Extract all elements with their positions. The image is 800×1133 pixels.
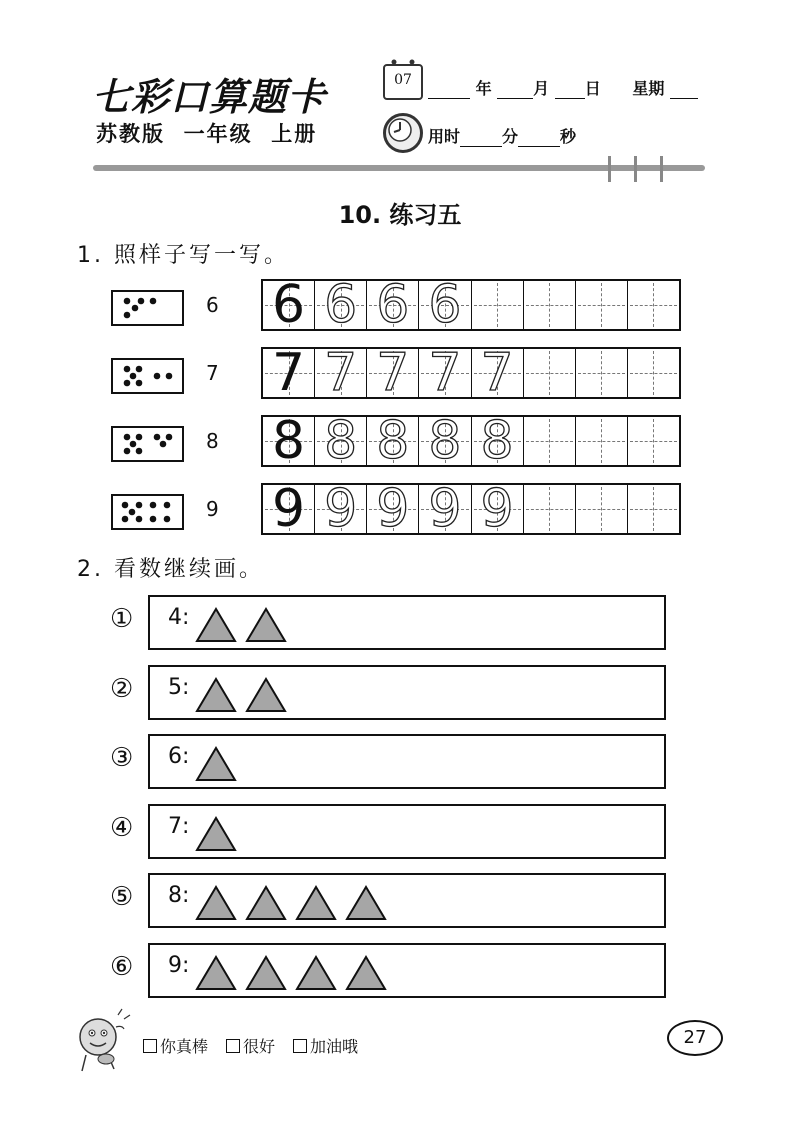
rule-mark xyxy=(608,156,611,182)
seconds-label: 秒 xyxy=(560,127,577,146)
time-label: 用时 xyxy=(428,127,461,146)
dot xyxy=(166,434,173,441)
page-title: 10. 练习五 xyxy=(338,201,462,229)
dot xyxy=(122,502,129,509)
trace-digit: 6 xyxy=(376,275,410,335)
triangle-icon xyxy=(295,885,337,921)
clock-icon xyxy=(383,113,423,153)
header-rule xyxy=(93,165,705,171)
triangle-icon xyxy=(195,746,237,782)
dot xyxy=(164,502,171,509)
dot xyxy=(136,502,143,509)
trace-digit: 7 xyxy=(324,343,358,403)
writing-cell[interactable] xyxy=(419,343,471,403)
seconds-blank[interactable] xyxy=(518,145,560,147)
dot xyxy=(130,441,137,448)
dot xyxy=(124,448,131,455)
writing-cell[interactable] xyxy=(524,281,576,329)
writing-cell[interactable] xyxy=(628,417,679,465)
count-label: 4: xyxy=(168,605,190,630)
triangle-group xyxy=(195,885,387,921)
trace-digit: 9 xyxy=(324,479,358,539)
dot xyxy=(138,298,145,305)
dot xyxy=(124,380,131,387)
triangle-icon xyxy=(345,955,387,991)
row-number-label: 6 xyxy=(206,293,219,317)
year-blank[interactable] xyxy=(428,97,470,99)
dot-card-9 xyxy=(111,494,184,530)
checkbox-icon[interactable] xyxy=(293,1039,307,1053)
day-blank[interactable] xyxy=(555,97,585,99)
triangle-icon xyxy=(195,955,237,991)
dot xyxy=(150,516,157,523)
question-2-prompt: 2. 看数继续画。 xyxy=(77,557,264,582)
mascot-icon xyxy=(68,1005,138,1075)
dot-card-6 xyxy=(111,290,184,326)
drawing-box[interactable] xyxy=(148,873,666,928)
rating-label: 你真棒 xyxy=(160,1037,209,1056)
day-label: 日 xyxy=(584,79,601,98)
writing-cell[interactable] xyxy=(367,411,419,471)
writing-cell[interactable] xyxy=(576,485,628,533)
dot xyxy=(132,305,139,312)
trace-digit: 6 xyxy=(324,275,358,335)
item-index: ② xyxy=(110,674,134,704)
dot-card-8 xyxy=(111,426,184,462)
rating-option-good[interactable] xyxy=(226,1034,275,1057)
rule-mark xyxy=(634,156,637,182)
date-fields xyxy=(428,76,698,99)
minutes-label: 分 xyxy=(502,127,519,146)
sample-digit: 6 xyxy=(272,275,306,335)
rating-option-keep-going[interactable] xyxy=(293,1034,358,1057)
dot xyxy=(124,366,131,373)
dot xyxy=(154,434,161,441)
trace-digit: 7 xyxy=(480,343,514,403)
edition-label: 苏教版 一年级 上册 xyxy=(96,122,318,146)
writing-cell xyxy=(263,275,315,335)
year-label: 年 xyxy=(475,79,492,98)
trace-digit: 9 xyxy=(376,479,410,539)
month-blank[interactable] xyxy=(497,97,533,99)
dot xyxy=(154,373,161,380)
writing-cell[interactable] xyxy=(315,343,367,403)
trace-digit: 9 xyxy=(428,479,462,539)
writing-cell[interactable] xyxy=(628,281,679,329)
writing-cell xyxy=(263,343,315,403)
week-label: 星期 xyxy=(632,79,665,98)
writing-cell[interactable] xyxy=(419,479,471,539)
question-1-prompt: 1. 照样子写一写。 xyxy=(77,243,289,268)
triangle-icon xyxy=(195,816,237,852)
dot xyxy=(136,366,143,373)
rating-option-great[interactable] xyxy=(143,1034,208,1057)
dot xyxy=(136,448,143,455)
writing-cell[interactable] xyxy=(367,479,419,539)
count-label: 6: xyxy=(168,744,190,769)
drawing-box[interactable] xyxy=(148,595,666,650)
writing-cell[interactable] xyxy=(628,485,679,533)
sample-digit: 9 xyxy=(272,479,306,539)
dot xyxy=(150,298,157,305)
item-index: ⑤ xyxy=(110,882,134,912)
writing-cell[interactable] xyxy=(524,349,576,397)
dot xyxy=(129,509,136,516)
sample-digit: 7 xyxy=(272,343,306,403)
triangle-icon xyxy=(195,677,237,713)
trace-digit: 7 xyxy=(428,343,462,403)
writing-grid-7 xyxy=(261,343,681,403)
checkbox-icon[interactable] xyxy=(226,1039,240,1053)
triangle-icon xyxy=(195,885,237,921)
page-number: 27 xyxy=(667,1020,723,1056)
triangle-group xyxy=(195,607,287,643)
writing-grid-9 xyxy=(261,479,681,539)
dot xyxy=(166,373,173,380)
dot xyxy=(130,373,137,380)
minutes-blank[interactable] xyxy=(460,145,502,147)
rating-options xyxy=(143,1034,358,1057)
trace-digit: 6 xyxy=(428,275,462,335)
dot-card-7 xyxy=(111,358,184,394)
brand-title: 七彩口算题卡 xyxy=(92,74,327,119)
writing-cell[interactable] xyxy=(472,343,524,403)
dot xyxy=(122,516,129,523)
triangle-icon xyxy=(245,607,287,643)
triangle-group xyxy=(195,677,287,713)
dot xyxy=(124,312,131,319)
dot xyxy=(150,502,157,509)
writing-cell xyxy=(263,411,315,471)
triangle-group xyxy=(195,955,387,991)
count-label: 7: xyxy=(168,814,190,839)
drawing-box[interactable] xyxy=(148,665,666,720)
trace-digit: 8 xyxy=(324,411,358,471)
writing-cell[interactable] xyxy=(576,349,628,397)
writing-cell[interactable] xyxy=(315,275,367,335)
month-label: 月 xyxy=(533,79,550,98)
dot xyxy=(160,441,167,448)
writing-cell xyxy=(263,479,315,539)
sample-digit: 8 xyxy=(272,411,306,471)
row-number-label: 8 xyxy=(206,429,219,453)
triangle-group xyxy=(195,746,237,782)
calendar-icon xyxy=(383,64,423,100)
dot xyxy=(136,434,143,441)
triangle-icon xyxy=(245,955,287,991)
trace-digit: 8 xyxy=(480,411,514,471)
writing-grid-6 xyxy=(261,275,681,335)
writing-cell[interactable] xyxy=(419,275,471,335)
writing-cell[interactable] xyxy=(472,479,524,539)
triangle-group xyxy=(195,816,237,852)
trace-digit: 8 xyxy=(428,411,462,471)
count-label: 5: xyxy=(168,675,190,700)
trace-digit: 9 xyxy=(480,479,514,539)
rating-label: 很好 xyxy=(243,1037,276,1056)
trace-digit: 7 xyxy=(376,343,410,403)
rating-label: 加油哦 xyxy=(310,1037,359,1056)
item-index: ④ xyxy=(110,813,134,843)
count-label: 8: xyxy=(168,883,190,908)
writing-cell[interactable] xyxy=(524,417,576,465)
triangle-icon xyxy=(245,885,287,921)
item-index: ⑥ xyxy=(110,952,134,982)
drawing-box[interactable] xyxy=(148,734,666,789)
drawing-box[interactable] xyxy=(148,943,666,998)
writing-cell[interactable] xyxy=(472,281,524,329)
dot xyxy=(124,434,131,441)
item-index: ③ xyxy=(110,743,134,773)
triangle-icon xyxy=(295,955,337,991)
time-fields xyxy=(428,124,576,147)
dot xyxy=(136,380,143,387)
checkbox-icon[interactable] xyxy=(143,1039,157,1053)
writing-cell[interactable] xyxy=(472,411,524,471)
drawing-box[interactable] xyxy=(148,804,666,859)
trace-digit: 8 xyxy=(376,411,410,471)
dot xyxy=(124,298,131,305)
dot xyxy=(164,516,171,523)
row-number-label: 9 xyxy=(206,497,219,521)
writing-cell[interactable] xyxy=(419,411,471,471)
writing-grid-8 xyxy=(261,411,681,471)
writing-cell[interactable] xyxy=(524,485,576,533)
writing-cell[interactable] xyxy=(315,411,367,471)
rule-mark xyxy=(660,156,663,182)
triangle-icon xyxy=(245,677,287,713)
row-number-label: 7 xyxy=(206,361,219,385)
writing-cell[interactable] xyxy=(576,281,628,329)
item-index: ① xyxy=(110,604,134,634)
writing-cell[interactable] xyxy=(628,349,679,397)
triangle-icon xyxy=(345,885,387,921)
count-label: 9: xyxy=(168,953,190,978)
writing-cell[interactable] xyxy=(367,275,419,335)
dot xyxy=(136,516,143,523)
triangle-icon xyxy=(195,607,237,643)
writing-cell[interactable] xyxy=(367,343,419,403)
calendar-day: 07 xyxy=(394,72,412,88)
week-blank[interactable] xyxy=(670,97,698,99)
writing-cell[interactable] xyxy=(576,417,628,465)
writing-cell[interactable] xyxy=(315,479,367,539)
